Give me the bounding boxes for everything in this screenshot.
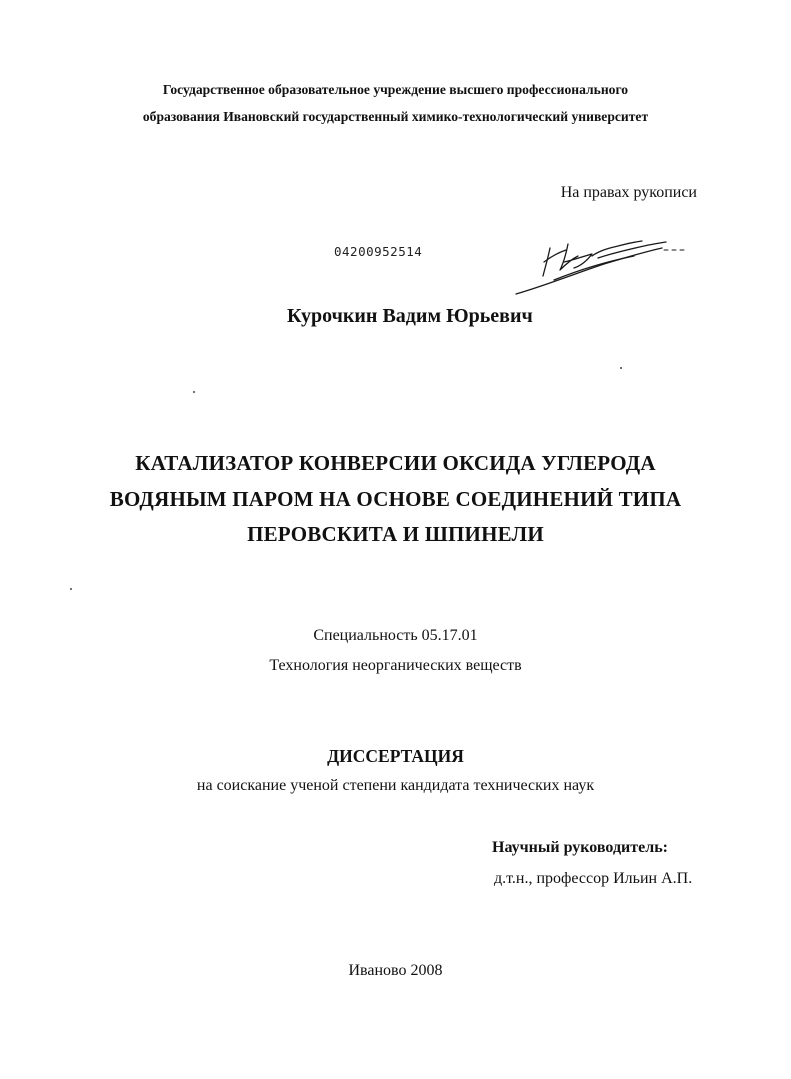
specialty-block bbox=[0, 621, 791, 681]
place-year: Иваново 2008 bbox=[348, 962, 443, 979]
scan-speck bbox=[193, 391, 195, 393]
specialty-name: Технология неорганических веществ bbox=[269, 657, 522, 674]
title-line-2: ВОДЯНЫМ ПАРОМ НА ОСНОВЕ СОЕДИНЕНИЙ ТИПА bbox=[109, 486, 682, 511]
institution-header bbox=[0, 76, 791, 130]
institution-line-2: образования Ивановский государственный химико-технологический университет bbox=[142, 109, 649, 124]
rights-note: На правах рукописи bbox=[560, 184, 697, 201]
specialty-code: Специальность 05.17.01 bbox=[313, 627, 478, 644]
scan-speck bbox=[70, 588, 72, 590]
scan-speck bbox=[620, 367, 622, 369]
dissertation-label: ДИССЕРТАЦИЯ bbox=[327, 746, 464, 766]
institution-line-1: Государственное образовательное учреждение высшего профессионального bbox=[162, 82, 629, 97]
advisor-name: д.т.н., профессор Ильин А.П. bbox=[494, 870, 693, 887]
title-line-1: КАТАЛИЗАТОР КОНВЕРСИИ ОКСИДА УГЛЕРОДА bbox=[135, 451, 656, 475]
stamp-number: 04200952514 bbox=[334, 244, 423, 259]
title-line-3: ПЕРОВСКИТА И ШПИНЕЛИ bbox=[247, 522, 544, 546]
degree-line: на соискание ученой степени кандидата технических наук bbox=[196, 777, 595, 794]
advisor-label: Научный руководитель: bbox=[492, 839, 668, 856]
dissertation-title bbox=[0, 446, 791, 553]
author-name: Курочкин Вадим Юрьевич bbox=[287, 305, 533, 327]
signature-icon bbox=[514, 232, 694, 300]
